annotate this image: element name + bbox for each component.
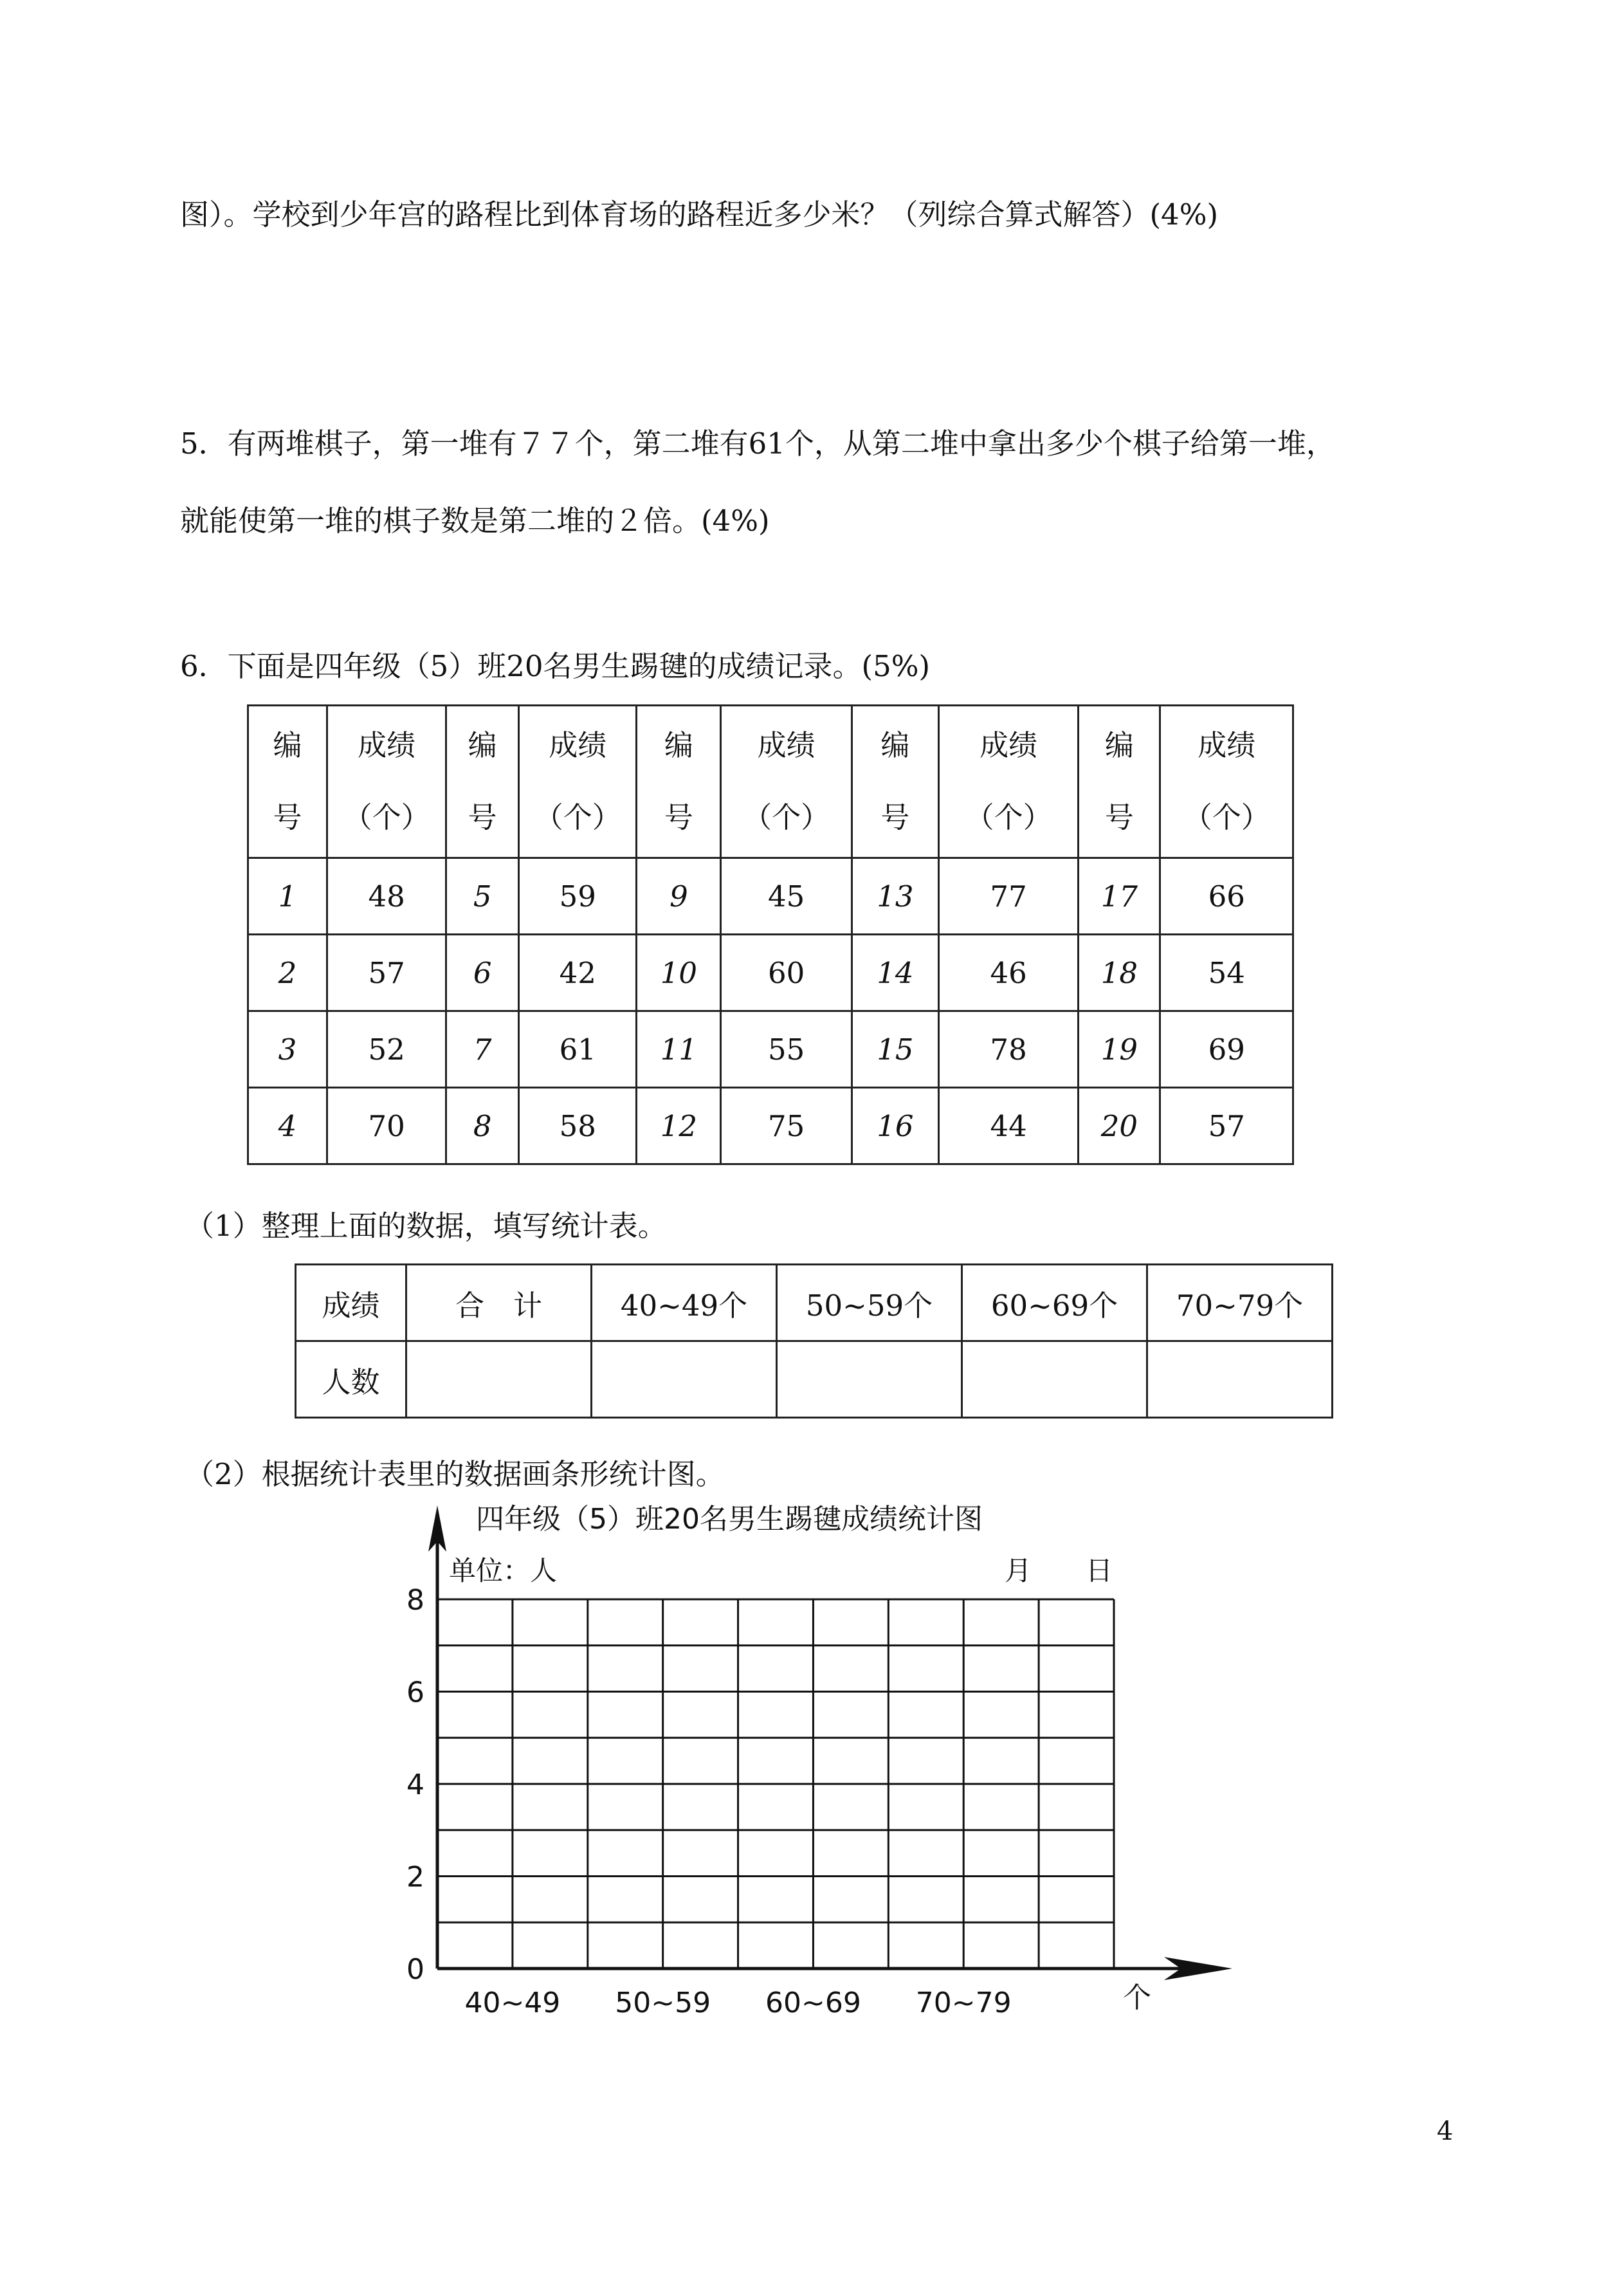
- student-id: 9: [637, 858, 721, 935]
- score-cell: 42: [519, 935, 637, 1011]
- student-id: 4: [248, 1088, 327, 1164]
- y-tick-label: 6: [406, 1676, 424, 1709]
- score-cell: 57: [1160, 1088, 1293, 1164]
- table-row: [248, 935, 1293, 1011]
- student-id: 15: [852, 1011, 938, 1088]
- student-id: 2: [248, 935, 327, 1011]
- score-cell: 58: [519, 1088, 637, 1164]
- score-cell: 61: [519, 1011, 637, 1088]
- stat-count-row: [296, 1341, 1333, 1418]
- table-header-row: [248, 706, 1293, 858]
- student-id: 13: [852, 858, 938, 935]
- x-category-label: 60~69: [765, 1987, 861, 2019]
- header-score: 成绩 （个）: [938, 706, 1079, 858]
- table-row: [248, 1011, 1293, 1088]
- question5-line1: 5．有两堆棋子，第一堆有７７个，第二堆有61个，从第二堆中拿出多少个棋子给第一堆，: [180, 427, 1335, 461]
- stat-blank-cell[interactable]: [962, 1341, 1147, 1418]
- score-cell: 70: [327, 1088, 446, 1164]
- question5-line2: 就能使第一堆的棋子数是第二堆的２倍。(4%): [180, 504, 770, 538]
- stat-header-range: 40~49个: [592, 1265, 777, 1341]
- student-id: 18: [1079, 935, 1160, 1011]
- score-cell: 55: [721, 1011, 852, 1088]
- student-id: 3: [248, 1011, 327, 1088]
- student-id: 14: [852, 935, 938, 1011]
- statistics-table: [295, 1263, 1333, 1419]
- page-number: 4: [1437, 2117, 1453, 2146]
- header-id: 编 号: [446, 706, 519, 858]
- stat-label-score: 成绩: [296, 1265, 406, 1341]
- chart-unit-label: 单位：人: [449, 1555, 558, 1586]
- table-row: [248, 858, 1293, 935]
- x-axis-unit: 个: [1123, 1981, 1151, 2014]
- score-cell: 46: [938, 935, 1079, 1011]
- score-cell: 54: [1160, 935, 1293, 1011]
- student-id: 1: [248, 858, 327, 935]
- student-id: 11: [637, 1011, 721, 1088]
- header-score: 成绩 （个）: [1160, 706, 1293, 858]
- x-category-label: 40~49: [464, 1987, 561, 2019]
- score-cell: 52: [327, 1011, 446, 1088]
- header-score: 成绩 （个）: [327, 706, 446, 858]
- part2-instruction: （2）根据统计表里的数据画条形统计图。: [185, 1457, 725, 1491]
- student-id: 6: [446, 935, 519, 1011]
- score-cell: 45: [721, 858, 852, 935]
- x-category-label: 70~79: [915, 1987, 1012, 2019]
- stat-blank-cell[interactable]: [592, 1341, 777, 1418]
- stat-header-range: 60~69个: [962, 1265, 1147, 1341]
- score-cell: 66: [1160, 858, 1293, 935]
- header-score: 成绩 （个）: [519, 706, 637, 858]
- stat-header-range: 70~79个: [1147, 1265, 1333, 1341]
- student-id: 8: [446, 1088, 519, 1164]
- score-cell: 77: [938, 858, 1079, 935]
- header-id: 编 号: [1079, 706, 1160, 858]
- score-cell: 59: [519, 858, 637, 935]
- score-record-table: [247, 704, 1294, 1165]
- y-tick-label: 8: [406, 1584, 424, 1617]
- x-axis-labels: [464, 1987, 1011, 2019]
- stat-header-total: 合 计: [406, 1265, 592, 1341]
- score-cell: 78: [938, 1011, 1079, 1088]
- stat-label-count: 人数: [296, 1341, 406, 1418]
- header-id: 编 号: [852, 706, 938, 858]
- stat-blank-cell[interactable]: [1147, 1341, 1333, 1418]
- header-id: 编 号: [248, 706, 327, 858]
- y-tick-label: 0: [406, 1953, 424, 1986]
- score-cell: 44: [938, 1088, 1079, 1164]
- stat-blank-cell[interactable]: [777, 1341, 962, 1418]
- student-id: 5: [446, 858, 519, 935]
- student-id: 10: [637, 935, 721, 1011]
- student-id: 7: [446, 1011, 519, 1088]
- score-cell: 57: [327, 935, 446, 1011]
- table-row: [248, 1088, 1293, 1164]
- score-cell: 69: [1160, 1011, 1293, 1088]
- stat-header-row: [296, 1265, 1333, 1341]
- question6-intro: 6．下面是四年级（5）班20名男生踢毽的成绩记录。(5%): [180, 649, 931, 683]
- x-category-label: 50~59: [615, 1987, 711, 2019]
- header-id: 编 号: [637, 706, 721, 858]
- y-axis-ticks: [406, 1584, 424, 1986]
- header-score: 成绩 （个）: [721, 706, 852, 858]
- score-cell: 75: [721, 1088, 852, 1164]
- student-id: 17: [1079, 858, 1160, 935]
- y-tick-label: 2: [406, 1860, 424, 1894]
- student-id: 12: [637, 1088, 721, 1164]
- part1-instruction: （1）整理上面的数据，填写统计表。: [185, 1209, 667, 1243]
- score-cell: 60: [721, 935, 852, 1011]
- student-id: 16: [852, 1088, 938, 1164]
- score-cell: 48: [327, 858, 446, 935]
- chart-date-label: 月 日: [1005, 1555, 1113, 1586]
- y-tick-label: 4: [406, 1768, 424, 1801]
- chart-grid: [437, 1599, 1114, 1969]
- question4-tail: 图）。学校到少年宫的路程比到体育场的路程近多少米？（列综合算式解答）(4%): [180, 197, 1219, 232]
- student-id: 20: [1079, 1088, 1160, 1164]
- bar-chart: [373, 1492, 1235, 2046]
- student-id: 19: [1079, 1011, 1160, 1088]
- stat-header-range: 50~59个: [777, 1265, 962, 1341]
- stat-blank-cell[interactable]: [406, 1341, 592, 1418]
- chart-title: 四年级（5）班20名男生踢毽成绩统计图: [476, 1503, 983, 1536]
